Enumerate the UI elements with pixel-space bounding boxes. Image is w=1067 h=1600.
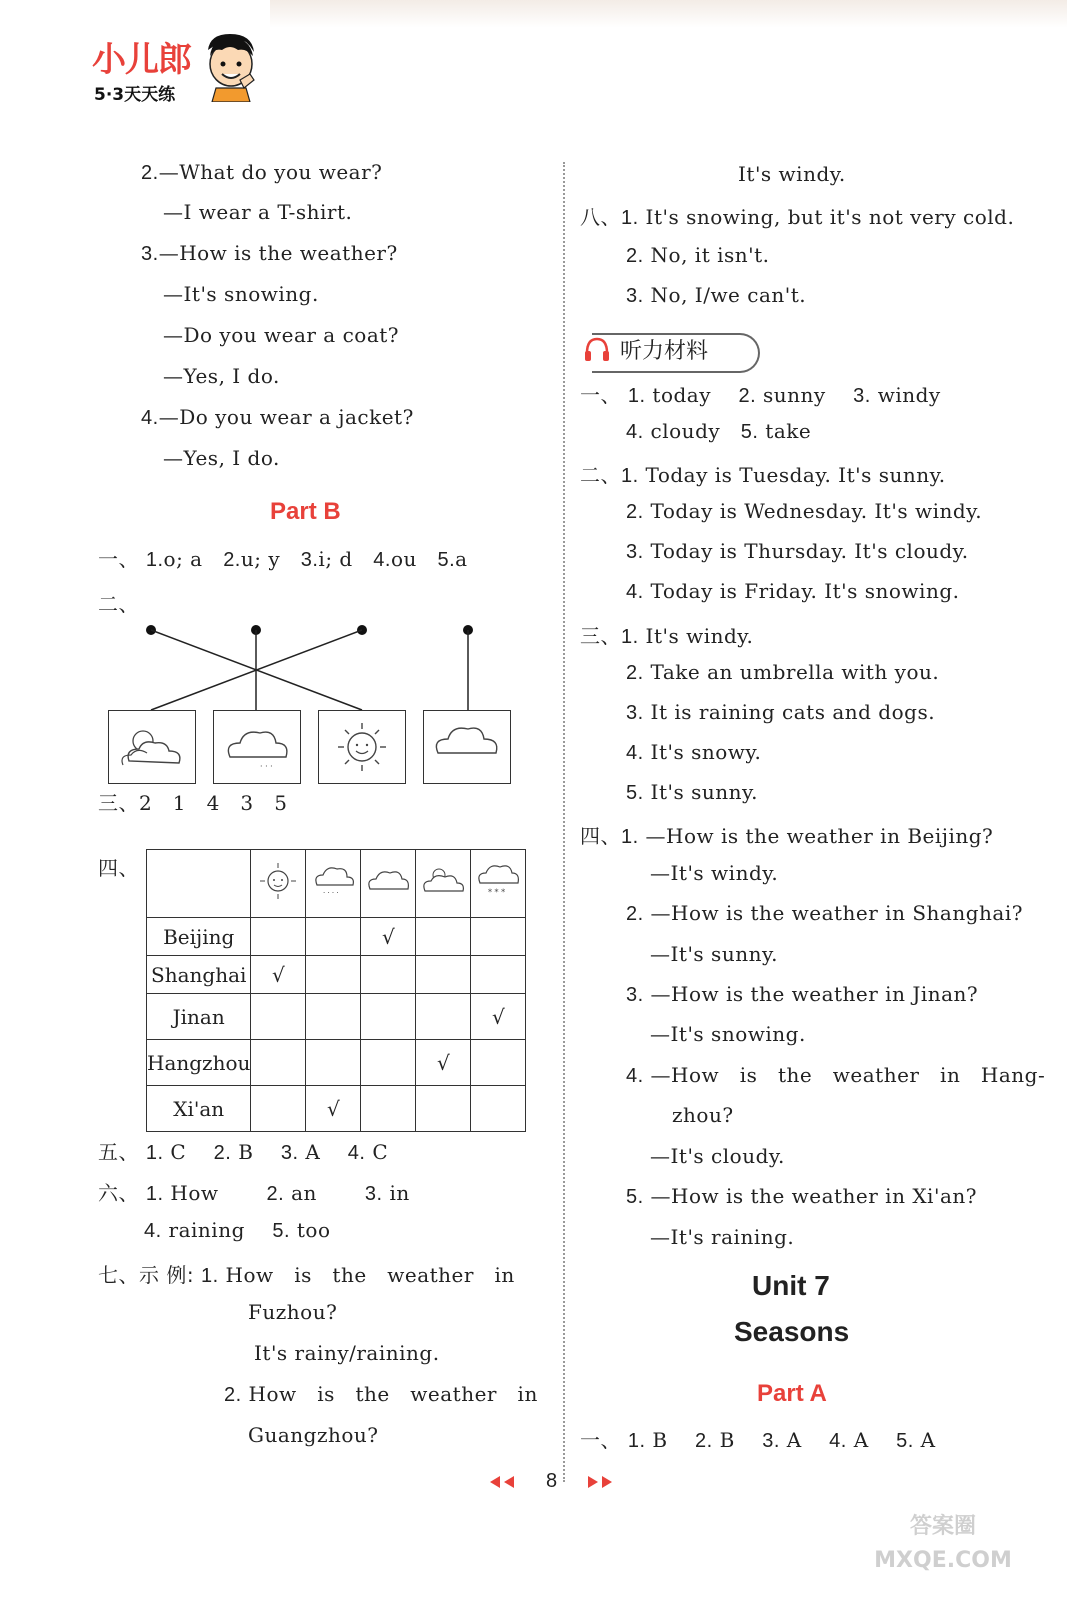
logo-title: 小儿郎 bbox=[92, 40, 191, 80]
check-mark: √ bbox=[416, 1040, 471, 1086]
listening-4-line: —It's raining. bbox=[650, 1225, 795, 1249]
svg-text:· · · ·: · · · · bbox=[323, 889, 339, 897]
section-6-answers: 六、 1. How 2. an 3. in bbox=[98, 1181, 410, 1205]
listening-3-line: 3. It is raining cats and dogs. bbox=[626, 700, 936, 724]
listening-3-line: 5. It's sunny. bbox=[626, 780, 759, 804]
drizzle-cloud-icon bbox=[214, 711, 300, 783]
city-cell: Shanghai bbox=[147, 956, 251, 994]
city-cell: Hangzhou bbox=[147, 1040, 251, 1086]
svg-text:* * *: * * * bbox=[488, 888, 506, 897]
left-line: —Yes, I do. bbox=[163, 446, 280, 470]
listening-4-line: zhou? bbox=[672, 1103, 734, 1127]
section-5-answers: 五、 1. C 2. B 3. A 4. C bbox=[98, 1140, 389, 1164]
right-top-line: It's windy. bbox=[738, 162, 846, 186]
table-row bbox=[147, 956, 526, 994]
part-b-heading: Part B bbox=[270, 498, 341, 525]
header-partly-cloudy bbox=[416, 850, 471, 918]
section-2-mark: 二、 bbox=[98, 592, 139, 616]
cloud-icon bbox=[424, 711, 510, 783]
header-snowy bbox=[471, 850, 526, 918]
section-8-line: 3. No, I/we can't. bbox=[626, 283, 807, 307]
snow-cloud-icon bbox=[474, 859, 522, 903]
section-7-line: Fuzhou? bbox=[248, 1300, 338, 1324]
listening-4-line: 2. —How is the weather in Shanghai? bbox=[626, 901, 1023, 925]
listening-4-line: —It's windy. bbox=[650, 861, 779, 885]
left-line: 3.—How is the weather? bbox=[141, 241, 398, 265]
column-divider bbox=[563, 162, 565, 1482]
section-7-line: 七、示 例: 1. How is the weather in bbox=[98, 1263, 515, 1287]
header-drizzle bbox=[306, 850, 361, 918]
partly-cloudy-icon bbox=[419, 859, 467, 903]
next-arrows-icon bbox=[584, 1474, 618, 1490]
listening-4-line: 3. —How is the weather in Jinan? bbox=[626, 982, 979, 1006]
listening-4-line: —It's cloudy. bbox=[650, 1144, 785, 1168]
matching-lines bbox=[100, 620, 540, 720]
part-a-heading: Part A bbox=[757, 1380, 827, 1407]
table-row bbox=[147, 994, 526, 1040]
check-mark: √ bbox=[471, 994, 526, 1040]
section-3-answers: 三、2 1 4 3 5 bbox=[98, 791, 288, 815]
picture-cloudy bbox=[423, 710, 511, 784]
listening-1-line: 一、 1. today 2. sunny 3. windy bbox=[580, 383, 941, 407]
check-mark: √ bbox=[251, 956, 306, 994]
left-line: —Yes, I do. bbox=[163, 364, 280, 388]
table-corner bbox=[147, 850, 251, 918]
section-4-mark: 四、 bbox=[98, 856, 139, 880]
listening-3-line: 4. It's snowy. bbox=[626, 740, 762, 764]
check-mark: √ bbox=[306, 1086, 361, 1132]
logo-subtitle: 5·3天天练 bbox=[94, 85, 176, 105]
section-7-line: Guangzhou? bbox=[248, 1423, 379, 1447]
listening-3-line: 三、1. It's windy. bbox=[580, 624, 754, 648]
page-footer bbox=[470, 1468, 640, 1498]
section-7-line: 2. How is the weather in bbox=[224, 1382, 538, 1406]
listening-1-line: 4. cloudy 5. take bbox=[626, 419, 812, 443]
header-logo bbox=[92, 30, 262, 105]
picture-drizzle bbox=[213, 710, 301, 784]
listening-2-line: 3. Today is Thursday. It's cloudy. bbox=[626, 539, 969, 563]
left-line: —It's snowing. bbox=[163, 282, 319, 306]
listening-4-line: 4. —How is the weather in Hang- bbox=[626, 1063, 1046, 1087]
listening-2-line: 2. Today is Wednesday. It's windy. bbox=[626, 499, 983, 523]
unit-subtitle: Seasons bbox=[734, 1316, 850, 1347]
picture-sunny bbox=[318, 710, 406, 784]
svg-text:· · ·: · · · bbox=[260, 762, 273, 771]
listening-4-line: —It's snowing. bbox=[650, 1022, 806, 1046]
page-number: 8 bbox=[546, 1470, 558, 1492]
unit-title: Unit 7 bbox=[752, 1270, 830, 1301]
check-mark: √ bbox=[361, 918, 416, 956]
section-8-line: 2. No, it isn't. bbox=[626, 243, 770, 267]
listening-3-line: 2. Take an umbrella with you. bbox=[626, 660, 940, 684]
section-7-line: It's rainy/raining. bbox=[254, 1341, 440, 1365]
city-cell: Xi'an bbox=[147, 1086, 251, 1132]
city-cell: Jinan bbox=[147, 994, 251, 1040]
listening-4-line: 四、1. —How is the weather in Beijing? bbox=[580, 824, 994, 848]
header-sunny bbox=[251, 850, 306, 918]
section-8-line: 八、1. It's snowing, but it's not very cold. bbox=[580, 205, 1015, 229]
city-cell: Beijing bbox=[147, 918, 251, 956]
watermark-text: 答案圈 MXQE.COM bbox=[874, 1514, 1012, 1573]
watermark bbox=[868, 1510, 1058, 1590]
left-line: 2.—What do you wear? bbox=[141, 160, 383, 184]
headphones-icon bbox=[584, 335, 610, 363]
picture-partly-cloudy bbox=[108, 710, 196, 784]
prev-arrows-icon bbox=[484, 1474, 518, 1490]
part-a-section-1: 一、 1. B 2. B 3. A 4. A 5. A bbox=[580, 1428, 936, 1452]
listening-4-line: 5. —How is the weather in Xi'an? bbox=[626, 1184, 977, 1208]
partly-cloudy-icon bbox=[109, 711, 195, 783]
mascot-boy-icon bbox=[200, 30, 262, 102]
header-cloudy bbox=[361, 850, 416, 918]
table-row bbox=[147, 918, 526, 956]
header-bar bbox=[270, 0, 1067, 28]
section-6-answers-cont: 4. raining 5. too bbox=[144, 1218, 331, 1242]
left-line: —I wear a T-shirt. bbox=[163, 200, 353, 224]
sun-icon bbox=[254, 859, 302, 903]
left-line: —Do you wear a coat? bbox=[163, 323, 400, 347]
listening-2-line: 二、1. Today is Tuesday. It's sunny. bbox=[580, 463, 946, 487]
sun-icon bbox=[319, 711, 405, 783]
weather-table bbox=[146, 849, 526, 1132]
listening-label: 听力材料 bbox=[620, 339, 709, 364]
listening-2-line: 4. Today is Friday. It's snowing. bbox=[626, 579, 960, 603]
section-1-answers: 一、 1.o; a 2.u; y 3.i; d 4.ou 5.a bbox=[98, 547, 468, 571]
left-line: 4.—Do you wear a jacket? bbox=[141, 405, 414, 429]
table-row bbox=[147, 1086, 526, 1132]
table-row bbox=[147, 1040, 526, 1086]
drizzle-cloud-icon bbox=[309, 859, 357, 903]
cloud-icon bbox=[364, 859, 412, 903]
listening-4-line: —It's sunny. bbox=[650, 942, 778, 966]
